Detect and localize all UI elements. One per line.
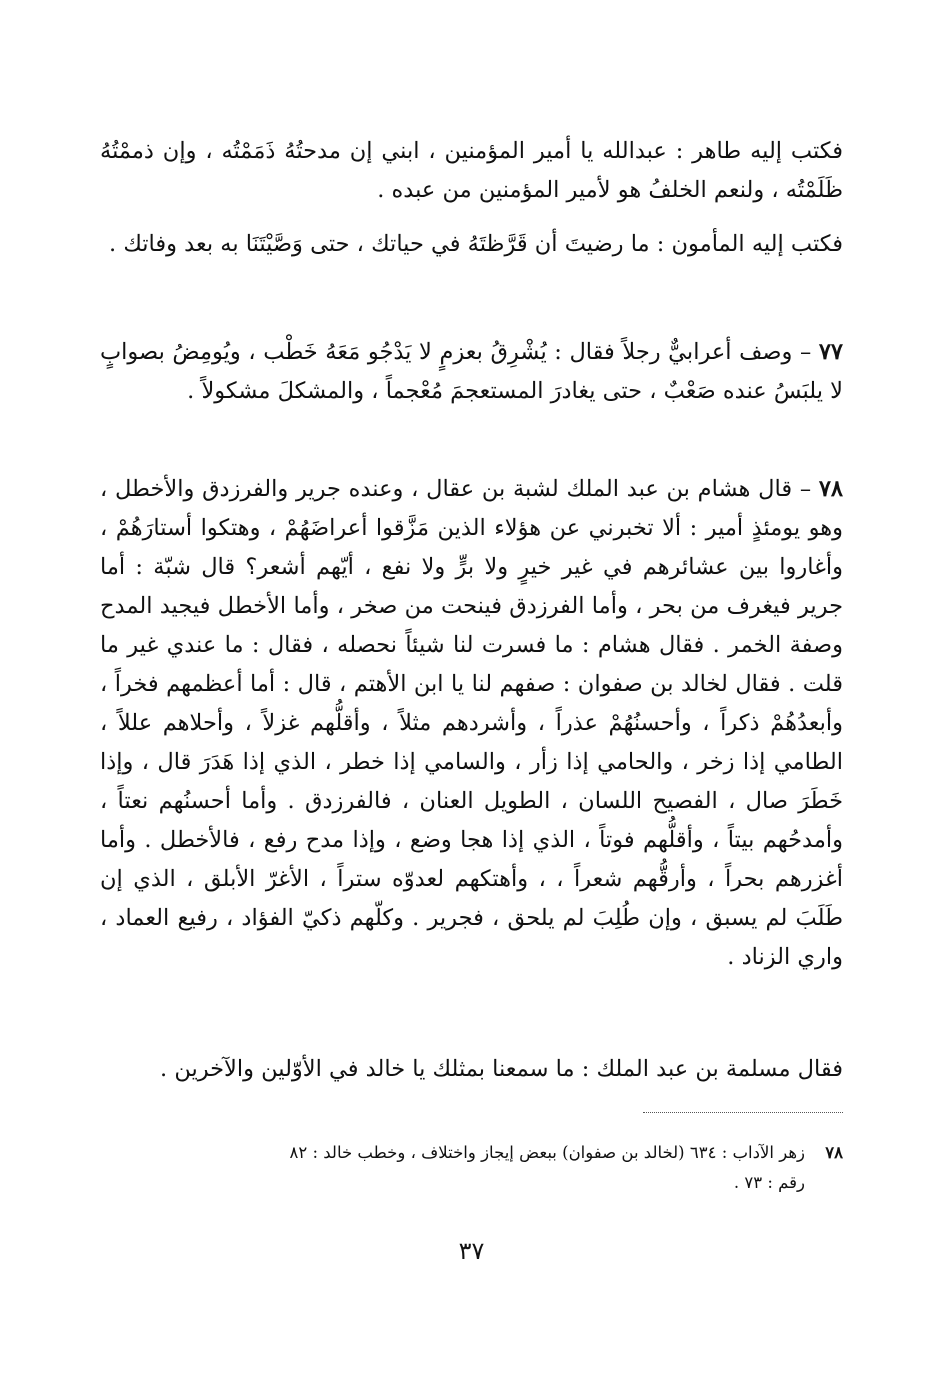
footnote-text-line-1: زهر الآداب : ٦٣٤ (لخالد بن صفوان) ببعض إيجاز واختلاف ، وخطب خالد : ٨٢ (289, 1143, 805, 1162)
footnote-text-line-2: رقم : ٧٣ . (733, 1173, 805, 1192)
paragraph-78 (100, 470, 843, 977)
paragraph-mamun-letter (100, 225, 843, 264)
footnote-number: ٧٨ (825, 1143, 843, 1162)
paragraph-text: – وصف أعرابيٌّ رجلاً فقال : يُشْرِقُ بعزمٍ لا يَدْجُو مَعَهُ خَطْب ، ويُومِضُ بصوابٍ لا يلبَسُ عنده صَعْبٌ ، حتى يغادرَ المستعجمَ مُعْجماً ، والمشكلَ مشكولاً . (100, 339, 843, 404)
paragraph-maslama-reply (100, 1050, 843, 1089)
page-number: ٣٧ (458, 1237, 485, 1265)
paragraph-text: فكتب إليه المأمون : ما رضيتَ أن قَرَّظتَهُ في حياتك ، حتى وَصَّيْتَنَا به بعد وفاتك . (109, 231, 843, 257)
paragraph-tahir-letter (100, 132, 843, 210)
footnote-divider (643, 1112, 843, 1113)
paragraph-text: – قال هشام بن عبد الملك لشبة بن عقال ، وعنده جرير والفرزدق والأخطل ، وهو يومئذٍ أمير : ألا تخبرني عن هؤلاء الذين مَزَّقوا أعراضَهُمْ ، وهتكوا أستارَهُمْ ، وأغاروا بين عشائرهم في غير خيرٍ ولا برٍّ ولا نفع ، أيّهم أشعر؟ قال شبّة : أما جرير فيغرف من بحر ، وأما الفرزدق فينحت من صخر ، وأما الأخطل فيجيد المدح وصفة الخمر . فقال هشام : ما فسرت لنا شيئاً نحصله ، فقال : ما عندي غير ما قلت . فقال لخالد بن صفوان : صفهم لنا يا ابن الأهتم ، قال : أما أعظمهم فخراً ، وأبعدُهُمْ ذكراً ، وأحسنُهُمْ عذراً ، وأشردهم مثلاً ، وأقلُّهم غزلاً ، وأحلاهم عللاً ، الطامي إذا زخر ، والحامي إذا زأر ، والسامي إذا خطر ، الذي إذا هَدَرَ قال ، وإذا خَطَرَ صال ، الفصيح اللسان ، الطويل العنان ، فالفرزدق . وأما أحسنُهم نعتاً ، وأمدحُهم بيتاً ، وأقلُّهم فوتاً ، الذي إذا هجا وضع ، وإذا مدح رفع ، فالأخطل . وأما أغزرهم بحراً ، وأرقُّهم شعراً ، ، وأهتكهم لعدوّه ستراً ، الأغرّ الأبلق ، الذي إن طَلَبَ لم يسبق ، وإن طُلِبَ لم يلحق ، فجرير . وكلّهم ذكيّ الفؤاد ، رفيع العماد ، واري الزناد . (100, 476, 843, 970)
paragraph-77 (100, 333, 843, 411)
paragraph-text: فكتب إليه طاهر : عبدالله يا أمير المؤمنين ، ابني إن مدحتُهُ ذَمَمْتُه ، وإن ذممْتُهُ ظَلَمْتُه ، ولنعم الخلفُ هو لأمير المؤمنين من عبده . (100, 138, 843, 203)
footnote (100, 1138, 843, 1198)
paragraph-text: فقال مسلمة بن عبد الملك : ما سمعنا بمثلك يا خالد في الأوّلين والآخرين . (160, 1056, 843, 1082)
paragraph-number: ٧٧ (818, 339, 843, 365)
paragraph-number: ٧٨ (818, 476, 843, 502)
